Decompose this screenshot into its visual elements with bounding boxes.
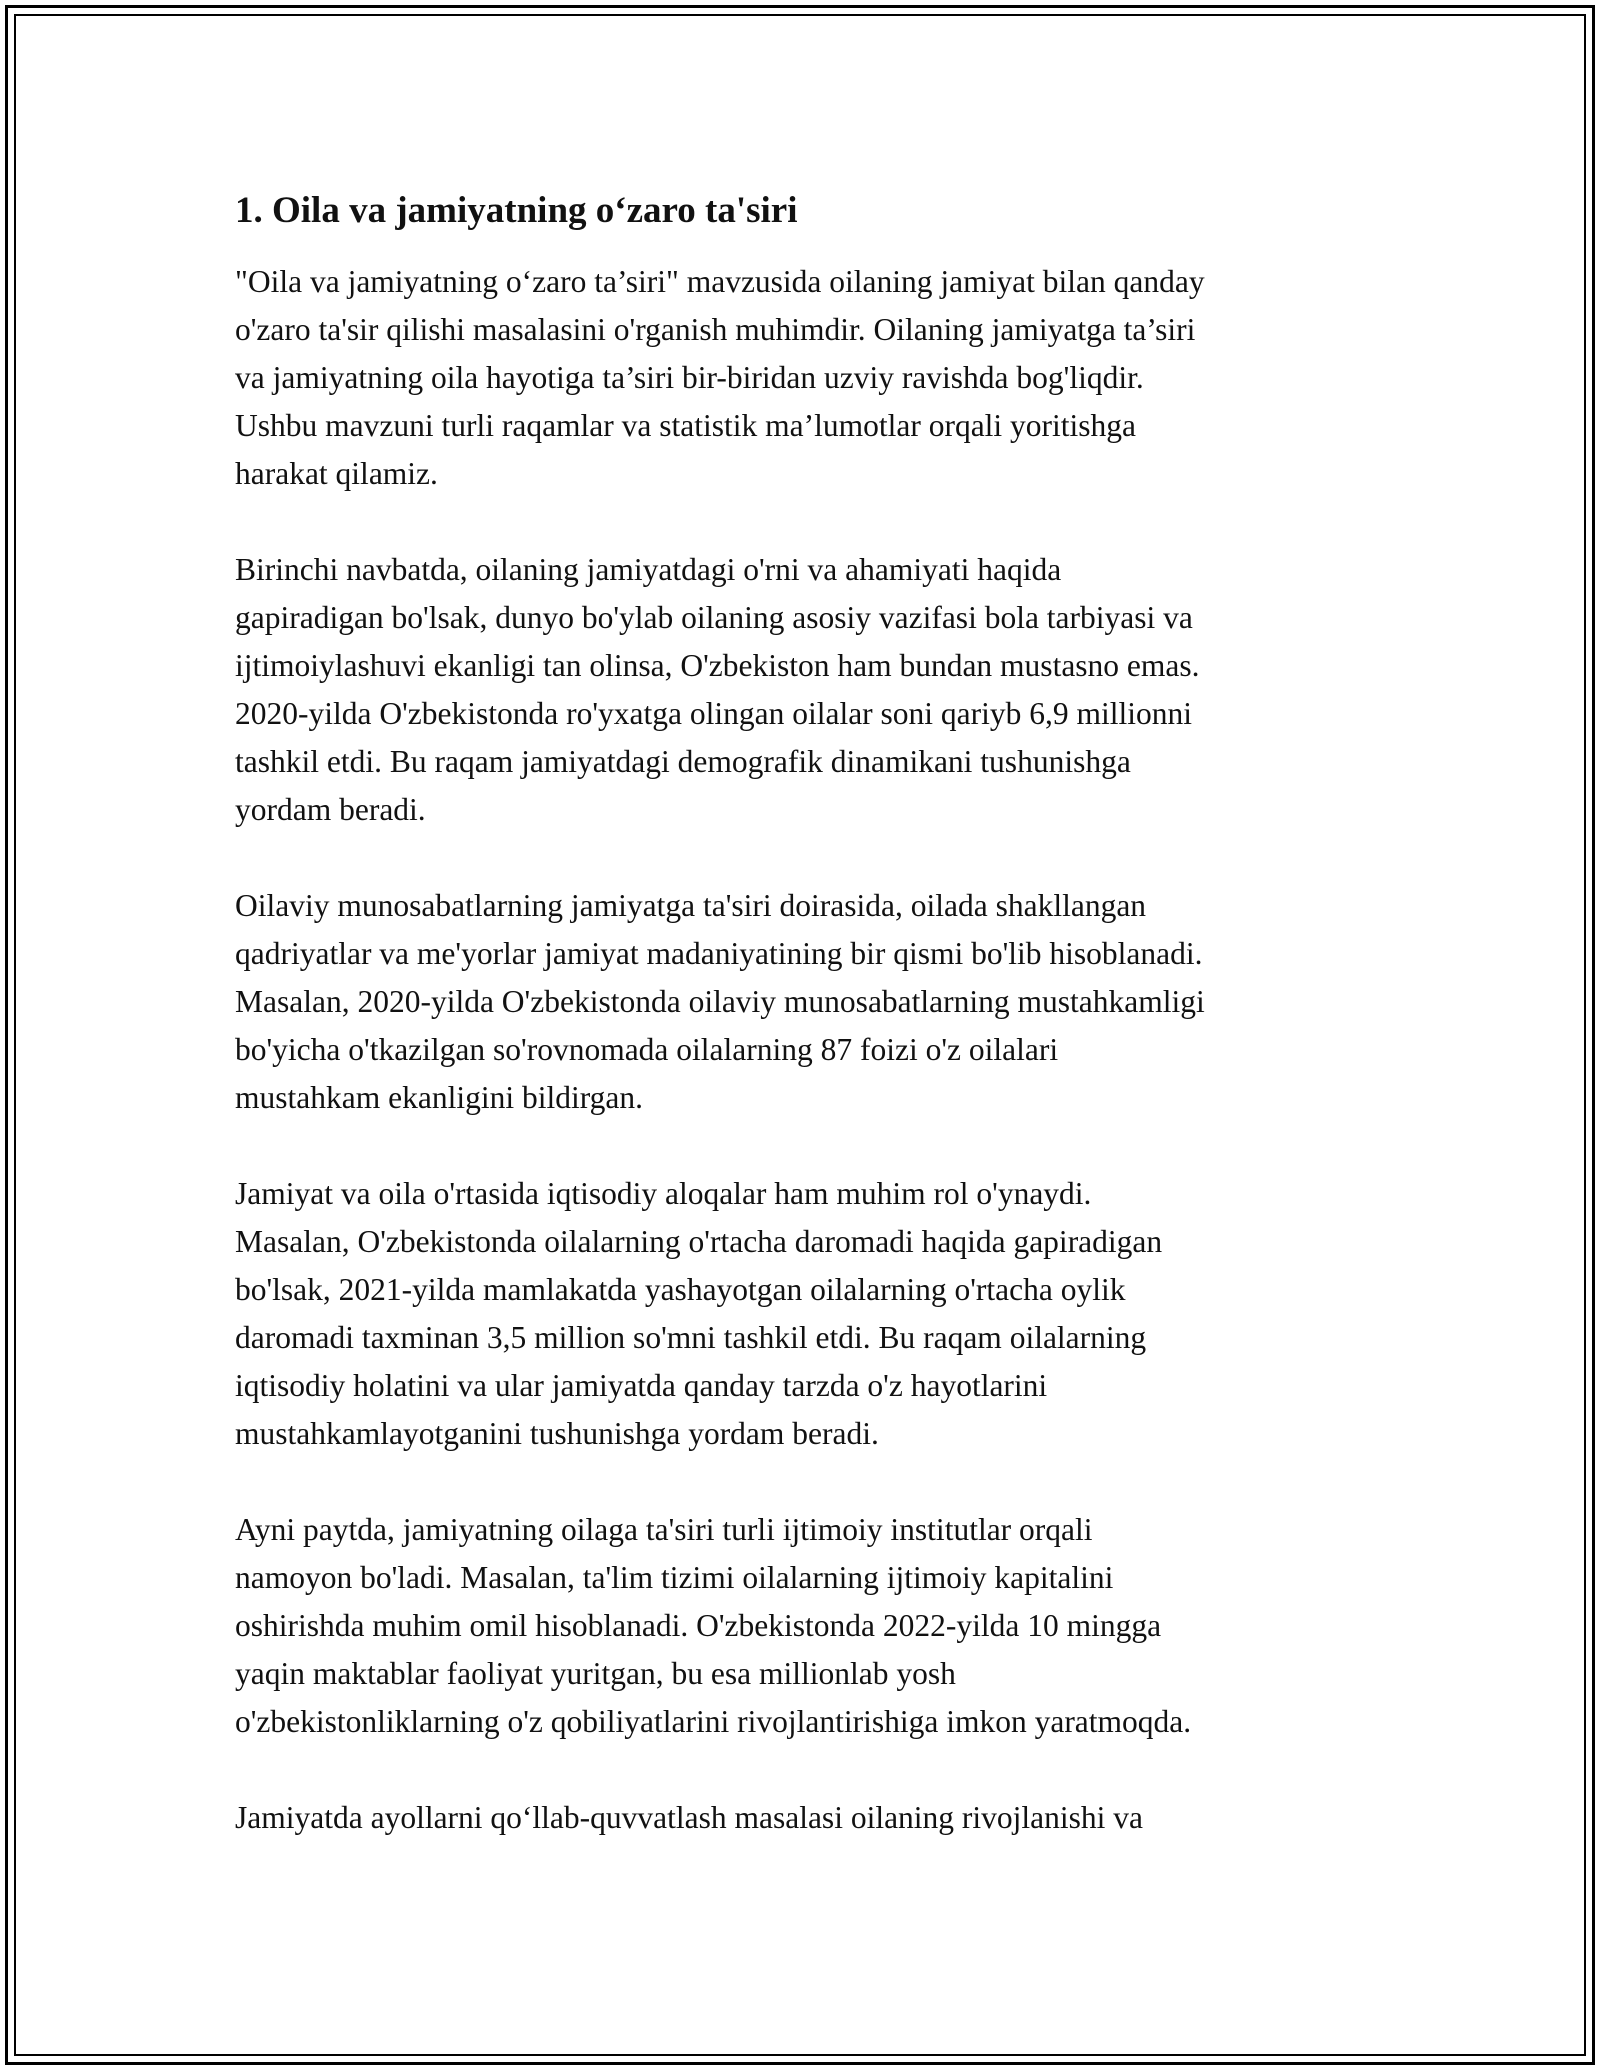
text-line: harakat qilamiz.	[235, 456, 438, 491]
text-line: Ushbu mavzuni turli raqamlar va statistik ma’lumotlar orqali yoritishga	[235, 408, 1137, 443]
document-body	[235, 188, 1385, 1890]
text-line: va jamiyatning oila hayotiga ta’siri bir-biridan uzviy ravishda bog'liqdir.	[235, 360, 1144, 395]
paragraph-1	[235, 258, 1385, 498]
paragraph-5	[235, 1506, 1385, 1746]
paragraph-3	[235, 882, 1385, 1122]
text-line: iqtisodiy holatini va ular jamiyatda qanday tarzda o'z hayotlarini	[235, 1368, 1048, 1403]
text-line: mustahkam ekanligini bildirgan.	[235, 1080, 643, 1115]
paragraph-2	[235, 546, 1385, 834]
text-line: Birinchi navbatda, oilaning jamiyatdagi o'rni va ahamiyati haqida	[235, 552, 1062, 587]
text-line: bo'lsak, 2021-yilda mamlakatda yashayotgan oilalarning o'rtacha oylik	[235, 1272, 1126, 1307]
text-line: Jamiyat va oila o'rtasida iqtisodiy aloqalar ham muhim rol o'ynaydi.	[235, 1176, 1092, 1211]
text-line: qadriyatlar va me'yorlar jamiyat madaniyatining bir qismi bo'lib hisoblanadi.	[235, 936, 1203, 971]
text-line: "Oila va jamiyatning o‘zaro ta’siri" mavzusida oilaning jamiyat bilan qanday	[235, 264, 1205, 299]
text-line: yordam beradi.	[235, 792, 426, 827]
text-line: Ayni paytda, jamiyatning oilaga ta'siri turli ijtimoiy institutlar orqali	[235, 1512, 1093, 1547]
text-line: namoyon bo'ladi. Masalan, ta'lim tizimi oilalarning ijtimoiy kapitalini	[235, 1560, 1114, 1595]
paragraph-list	[235, 258, 1385, 1842]
text-line: oshirishda muhim omil hisoblanadi. O'zbekistonda 2022-yilda 10 mingga	[235, 1608, 1162, 1643]
text-line: Masalan, O'zbekistonda oilalarning o'rtacha daromadi haqida gapiradigan	[235, 1224, 1163, 1259]
text-line: mustahkamlayotganini tushunishga yordam beradi.	[235, 1416, 879, 1451]
paragraph-6	[235, 1794, 1385, 1842]
section-heading: 1. Oila va jamiyatning o‘zaro ta'siri	[235, 190, 798, 231]
text-line: Masalan, 2020-yilda O'zbekistonda oilaviy munosabatlarning mustahkamligi	[235, 984, 1205, 1019]
paragraph-4	[235, 1170, 1385, 1458]
text-line: yaqin maktablar faoliyat yuritgan, bu esa millionlab yosh	[235, 1656, 956, 1691]
text-line: tashkil etdi. Bu raqam jamiyatdagi demografik dinamikani tushunishga	[235, 744, 1131, 779]
text-line: Jamiyatda ayollarni qo‘llab-quvvatlash masalasi oilaning rivojlanishi va	[235, 1800, 1144, 1835]
text-line: o'zbekistonliklarning o'z qobiliyatlarini rivojlantirishiga imkon yaratmoqda.	[235, 1704, 1192, 1739]
text-line: gapiradigan bo'lsak, dunyo bo'ylab oilaning asosiy vazifasi bola tarbiyasi va	[235, 600, 1193, 635]
text-line: 2020-yilda O'zbekistonda ro'yxatga olingan oilalar soni qariyb 6,9 millionni	[235, 696, 1193, 731]
text-line: Oilaviy munosabatlarning jamiyatga ta'siri doirasida, oilada shakllangan	[235, 888, 1147, 923]
text-line: o'zaro ta'sir qilishi masalasini o'rganish muhimdir. Oilaning jamiyatga ta’siri	[235, 312, 1196, 347]
text-line: daromadi taxminan 3,5 million so'mni tashkil etdi. Bu raqam oilalarning	[235, 1320, 1147, 1355]
text-line: ijtimoiylashuvi ekanligi tan olinsa, O'zbekiston ham bundan mustasno emas.	[235, 648, 1200, 683]
text-line: bo'yicha o'tkazilgan so'rovnomada oilalarning 87 foizi o'z oilalari	[235, 1032, 1059, 1067]
